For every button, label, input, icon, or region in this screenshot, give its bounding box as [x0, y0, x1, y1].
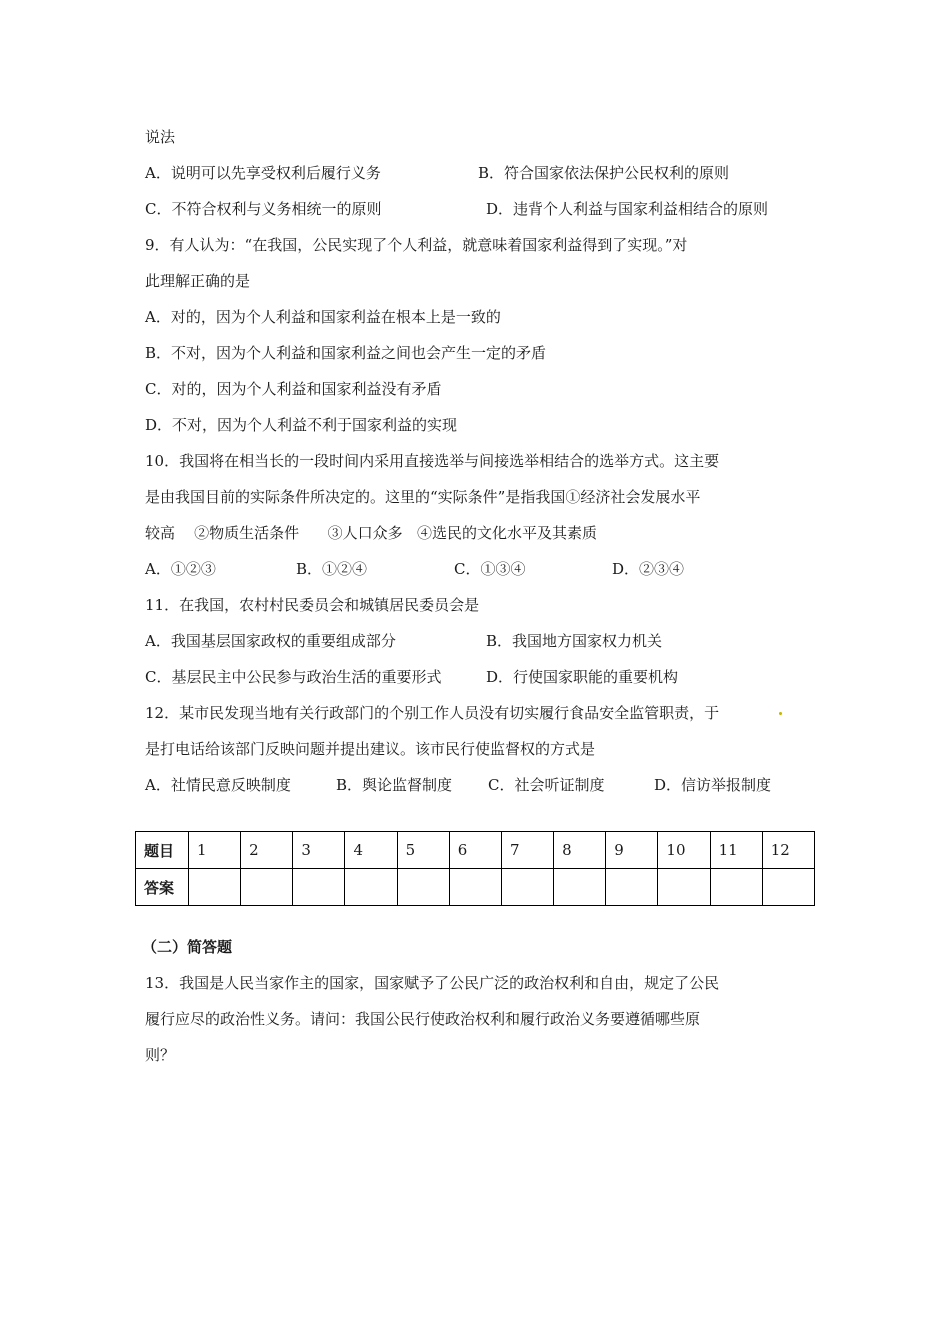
question-number-cell: 1 [189, 832, 241, 869]
q9-option-c: C．对的，因为个人利益和国家利益没有矛盾 [145, 380, 442, 398]
q12-option-d: D．信访举报制度 [654, 776, 772, 794]
answer-cell[interactable] [189, 869, 241, 906]
question-number-cell: 3 [293, 832, 345, 869]
q9-option-d: D．不对，因为个人利益不利于国家利益的实现 [145, 416, 458, 434]
question-number-row [136, 832, 815, 869]
q12-option-b: B．舆论监督制度 [336, 776, 453, 794]
q11-option-b: B．我国地方国家权力机关 [486, 632, 663, 650]
q9-option-a: A．对的，因为个人利益和国家利益在根本上是一致的 [145, 308, 501, 326]
q10-option-b: B．①②④ [296, 560, 368, 578]
answer-cell[interactable] [658, 869, 710, 906]
answer-cell[interactable] [241, 869, 293, 906]
q10-stem-line2: 是由我国目前的实际条件所决定的。这里的“实际条件”是指我国①经济社会发展水平 [145, 488, 701, 506]
section-title: （二）简答题 [142, 938, 233, 956]
q8-option-a: A．说明可以先享受权利后履行义务 [145, 164, 381, 182]
question-number-cell: 11 [710, 832, 762, 869]
q11-option-c: C．基层民主中公民参与政治生活的重要形式 [145, 668, 442, 686]
q10-option-d: D．②③④ [612, 560, 685, 578]
answer-cell[interactable] [449, 869, 501, 906]
question-number-cell: 8 [554, 832, 606, 869]
answer-header-cell: 答案 [136, 869, 189, 906]
answer-cell[interactable] [762, 869, 814, 906]
q13-stem-line3: 则？ [145, 1046, 176, 1064]
question-number-cell: 12 [762, 832, 814, 869]
q9-stem-line1: 9．有人认为：“在我国，公民实现了个人利益，就意味着国家利益得到了实现。”对 [145, 236, 688, 254]
question-number-cell: 2 [241, 832, 293, 869]
q12-option-a: A．社情民意反映制度 [145, 776, 291, 794]
q10-stem-line3: 较高 ②物质生活条件 ③人口众多 ④选民的文化水平及其素质 [145, 524, 597, 542]
answer-cell[interactable] [554, 869, 606, 906]
answer-cell[interactable] [345, 869, 397, 906]
question-number-cell: 6 [449, 832, 501, 869]
q11-stem: 11．在我国，农村村民委员会和城镇居民委员会是 [145, 596, 480, 614]
q11-option-a: A．我国基层国家政权的重要组成部分 [145, 632, 396, 650]
q10-option-c: C．①③④ [454, 560, 526, 578]
q9-stem-line2: 此理解正确的是 [145, 272, 251, 290]
answer-cell[interactable] [293, 869, 345, 906]
q12-option-c: C．社会听证制度 [488, 776, 605, 794]
q8-option-b: B．符合国家依法保护公民权利的原则 [478, 164, 730, 182]
stray-mark [779, 712, 782, 715]
answer-cell[interactable] [606, 869, 658, 906]
answer-cell[interactable] [397, 869, 449, 906]
q12-stem-line1: 12．某市民发现当地有关行政部门的个别工作人员没有切实履行食品安全监管职责，于 [145, 704, 720, 722]
question-number-cell: 10 [658, 832, 710, 869]
q8-option-d: D．违背个人利益与国家利益相结合的原则 [486, 200, 769, 218]
question-number-cell: 4 [345, 832, 397, 869]
q13-stem-line1: 13．我国是人民当家作主的国家，国家赋予了公民广泛的政治权利和自由，规定了公民 [145, 974, 720, 992]
q12-stem-line2: 是打电话给该部门反映问题并提出建议。该市民行使监督权的方式是 [145, 740, 596, 758]
q8-tail: 说法 [145, 128, 176, 146]
q10-stem-line1: 10．我国将在相当长的一段时间内采用直接选举与间接选举相结合的选举方式。这主要 [145, 452, 720, 470]
answer-cell[interactable] [710, 869, 762, 906]
q13-stem-line2: 履行应尽的政治性义务。请问：我国公民行使政治权利和履行政治义务要遵循哪些原 [145, 1010, 701, 1028]
answer-row [136, 869, 815, 906]
question-header-cell: 题目 [136, 832, 189, 869]
q9-option-b: B．不对，因为个人利益和国家利益之间也会产生一定的矛盾 [145, 344, 547, 362]
answer-cell[interactable] [501, 869, 553, 906]
question-number-cell: 7 [501, 832, 553, 869]
q10-option-a: A．①②③ [145, 560, 216, 578]
q8-option-c: C．不符合权利与义务相统一的原则 [145, 200, 382, 218]
question-number-cell: 9 [606, 832, 658, 869]
q11-option-d: D．行使国家职能的重要机构 [486, 668, 679, 686]
answer-table [135, 831, 815, 906]
question-number-cell: 5 [397, 832, 449, 869]
